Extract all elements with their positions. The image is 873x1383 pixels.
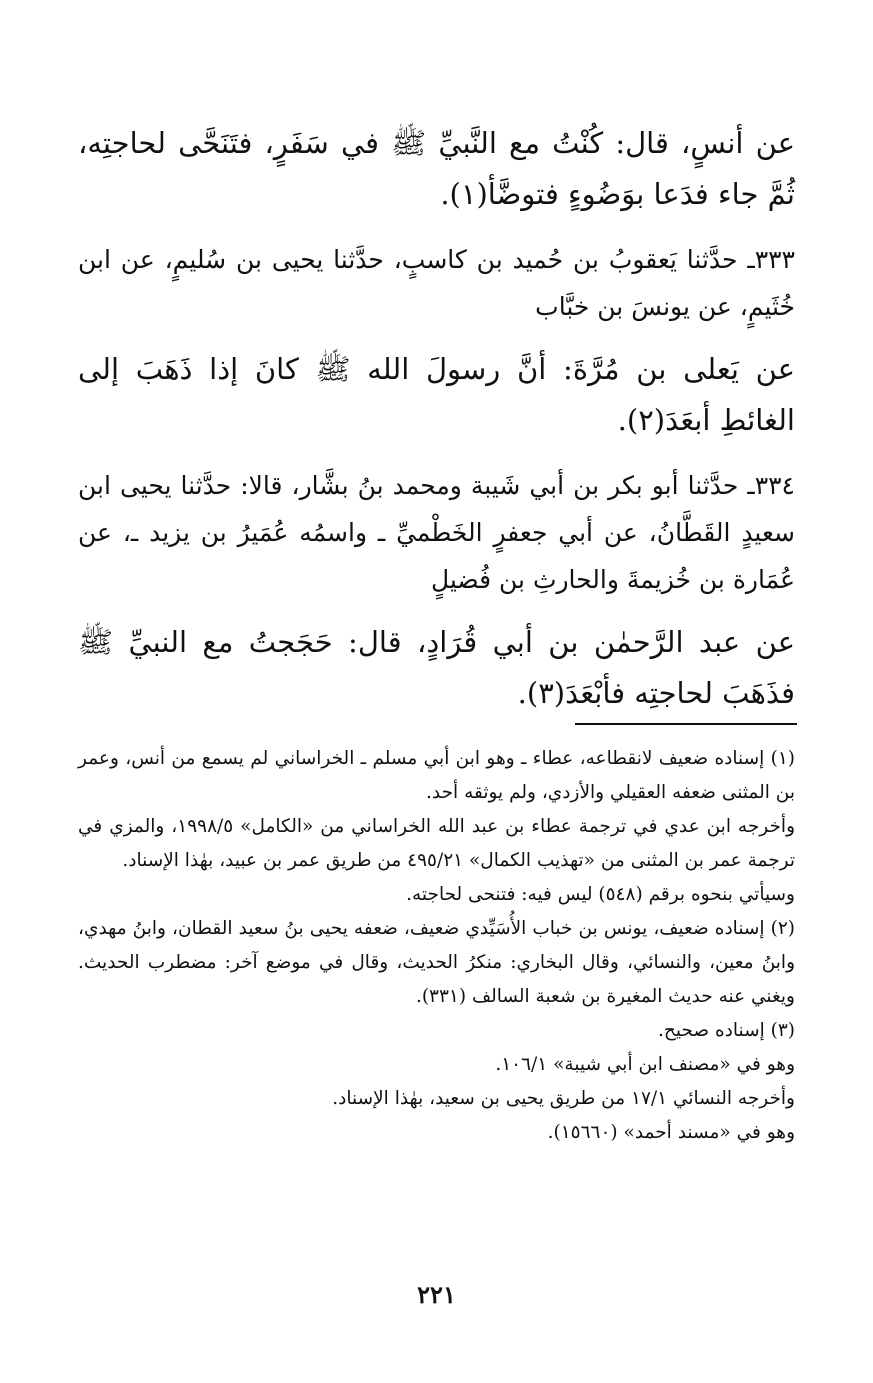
hadith-332-matn: عن أنسٍ، قال: كُنْتُ مع النَّبيِّ ﷺ في سَفَرٍ، فتَنَحَّى لحاجتِه، ثُمَّ جاء فدَعا بوَضُوءٍ فتوضَّأ(١). [78, 126, 795, 211]
footnote-3-paragraph: وهو في «مصنف ابن أبي شيبة» ١٠٦/١. [495, 1054, 795, 1075]
footnote-3-paragraph: وهو في «مسند أحمد» (١٥٦٦٠). [547, 1122, 795, 1143]
hadith-334-isnad: ٣٣٤ـ حدَّثنا أبو بكر بن أبي شَيبة ومحمد بنُ بشَّار، قالا: حدَّثنا يحيى ابن سعيدٍ القَطَّانُ، عن أبي جعفرٍ الخَطْميِّ ـ واسمُه عُمَيرُ بن يزيد ـ، عن عُمَارة بن خُزيمةَ والحارثِ بن فُضيلٍ [78, 471, 795, 594]
page-number: ٢٢١ [417, 1280, 456, 1309]
footnote-1-paragraph: وأخرجه ابن عدي في ترجمة عطاء بن عبد الله الخراساني من «الكامل» ١٩٩٨/٥، والمزي في ترجمة عمر بن المثنى من «تهذيب الكمال» ٤٩٥/٢١ من طريق عمر بن عبيد، بهٰذا الإسناد. [78, 816, 795, 871]
footnote-separator [575, 723, 797, 725]
hadith-333-matn: عن يَعلى بن مُرَّةَ: أنَّ رسولَ الله ﷺ كانَ إذا ذَهَبَ إلى الغائطِ أبعَدَ(٢). [78, 352, 795, 437]
footnote-3: (٣) إسناده صحيح. [658, 1020, 795, 1041]
hadith-334-matn: عن عبد الرَّحمٰن بن أبي قُرَادٍ، قال: حَجَجتُ مع النبيِّ ﷺ فذَهَبَ لحاجتِه فأبْعَدَ(٣). [78, 625, 795, 710]
main-text [78, 118, 795, 735]
footnote-2: (٢) إسناده ضعيف، يونس بن خباب الأُسَيِّدي ضعيف، ضعفه يحيى بنُ سعيد القطان، وابنُ مهدي، وابنُ معين، والنسائي، وقال البخاري: منكرُ الحديث، وقال في موضع آخر: مضطرب الحديث. ويغني عنه حديث المغيرة بن شعبة السالف (٣٣١). [78, 918, 795, 1007]
footnotes [78, 742, 795, 1150]
footnote-1: (١) إسناده ضعيف لانقطاعه، عطاء ـ وهو ابن أبي مسلم ـ الخراساني لم يسمع من أنس، وعمر بن المثنى ضعفه العقيلي والأزدي، ولم يوثقه أحد. [78, 748, 795, 803]
hadith-333-isnad: ٣٣٣ـ حدَّثنا يَعقوبُ بن حُميد بن كاسبٍ، حدَّثنا يحيى بن سُليمٍ، عن ابن خُثَيمٍ، عن يونسَ بن خبَّاب [78, 245, 795, 321]
footnote-1-paragraph: وسيأتي بنحوه برقم (٥٤٨) ليس فيه: فتنحى لحاجته. [406, 884, 795, 905]
footnote-3-paragraph: وأخرجه النسائي ١٧/١ من طريق يحيى بن سعيد، بهٰذا الإسناد. [332, 1088, 795, 1109]
